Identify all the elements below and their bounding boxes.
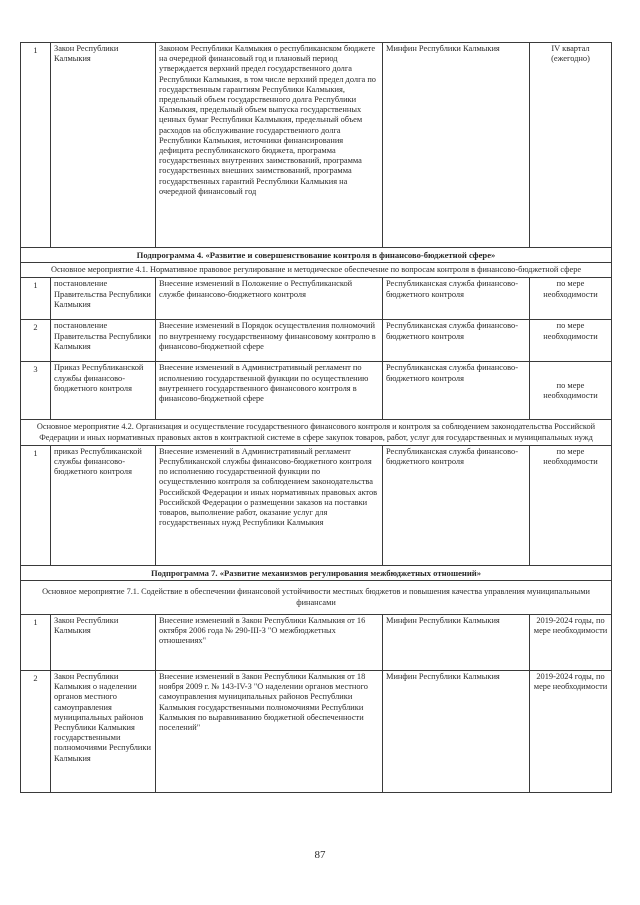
term: 2019-2024 годы, по мере необходимости: [530, 671, 612, 793]
term: по мере необходимости: [530, 320, 612, 362]
executor: Республиканская служба финансово-бюджетного контроля: [383, 320, 530, 362]
table-row: [21, 445, 612, 565]
document-type: постановление Правительства Республики Калмыкия: [51, 278, 156, 320]
term: IV квартал (ежегодно): [530, 43, 612, 248]
row-number: 1: [21, 43, 51, 248]
row-number: 2: [21, 671, 51, 793]
measures-table: [20, 42, 612, 793]
document-type: приказ Республиканской службы финансово-бюджетного контроля: [51, 445, 156, 565]
activity-header: [21, 581, 612, 615]
document-type: Закон Республики Калмыкия: [51, 43, 156, 248]
document-content: Внесение изменений в Порядок осуществления полномочий по внутреннему государственному финансовому контролю в финансово-бюджетной сфере: [156, 320, 383, 362]
row-number: 1: [21, 445, 51, 565]
term: по мере необходимости: [530, 278, 612, 320]
executor: Республиканская служба финансово-бюджетного контроля: [383, 362, 530, 420]
executor: Минфин Республики Калмыкия: [383, 671, 530, 793]
row-number: 1: [21, 615, 51, 671]
activity-4-2-title: Основное мероприятие 4.2. Организация и осуществление государственного финансового контроля и контроля за соблюдением законодательства Российской Федерации и иных нормативных правовых актов в контрактной системе в сфере закупок товаров, работ, услуг для государственных и муниципальных нужд: [21, 420, 612, 445]
term: по мере необходимости: [530, 445, 612, 565]
subprogram-4-title: Подпрограмма 4. «Развитие и совершенствование контроля в финансово-бюджетной сфере»: [21, 248, 612, 263]
table-row: [21, 671, 612, 793]
table-row: [21, 362, 612, 420]
document-content: Внесение изменений в Закон Республики Калмыкия от 16 октября 2006 года № 290-III-З "О межбюджетных отношениях": [156, 615, 383, 671]
activity-4-1-title: Основное мероприятие 4.1. Нормативное правовое регулирование и методическое обеспечение по вопросам контроля в финансово-бюджетной сфере: [21, 263, 612, 278]
subprogram-7-title: Подпрограмма 7. «Развитие механизмов регулирования межбюджетных отношений»: [21, 565, 612, 580]
document-type: Закон Республики Калмыкия: [51, 615, 156, 671]
table-row: [21, 278, 612, 320]
executor: Республиканская служба финансово-бюджетного контроля: [383, 445, 530, 565]
document-content: Внесение изменений в Административный регламент Республиканской службы финансово-бюджетного контроля по исполнению государственной функции по осуществлению контроля за соблюдением законодательства Российской Федерации и иных нормативных правовых актов Российской Федерации о размещении заказов на поставки товаров, выполнение работ, оказание услуг для государственных нужд Республики Калмыкия: [156, 445, 383, 565]
term: по мере необходимости: [530, 362, 612, 420]
executor: Минфин Республики Калмыкия: [383, 43, 530, 248]
document-content: Внесение изменений в Административный регламент по исполнению государственной функции по осуществлению внутреннего государственного финансового контроля в финансово-бюджетной сфере: [156, 362, 383, 420]
document-content: Внесение изменений в Закон Республики Калмыкия от 18 ноября 2009 г. № 143-IV-З "О наделении органов местного самоуправления муниципальных районов Республики Калмыкия государственными полномочиями Республики Калмыкия по выравниванию бюджетной обеспеченности поселений": [156, 671, 383, 793]
document-content: Внесение изменений в Положение о Республиканской службе финансово-бюджетного контроля: [156, 278, 383, 320]
document-type: Приказ Республиканской службы финансово-бюджетного контроля: [51, 362, 156, 420]
term: 2019-2024 годы, по мере необходимости: [530, 615, 612, 671]
executor: Минфин Республики Калмыкия: [383, 615, 530, 671]
row-number: 3: [21, 362, 51, 420]
activity-7-1-title: Основное мероприятие 7.1. Содействие в обеспечении финансовой устойчивости местных бюджетов и повышения качества управления муниципальными финансами: [21, 581, 612, 615]
table-row: [21, 320, 612, 362]
row-number: 1: [21, 278, 51, 320]
document-content: Законом Республики Калмыкия о республиканском бюджете на очередной финансовый год и плановый период утверждается верхний предел государственного долга Республики Калмыкия, в том числе верхний предел долга по государственным гарантиям Республики Калмыкия, предельный объем государственного долга Республики Калмыкия, предельный объем выпуска государственных ценных бумаг Республики Калмыкия, предельный объем расходов на обслуживание государственного долга Республики Калмыкия, источники финансирования дефицита республиканского бюджета, программа государственных внутренних заимствований, программа государственных внешних заимствований, программа государственных гарантий Республики Калмыкия на очередной финансовый год: [156, 43, 383, 248]
subprogram-header: [21, 248, 612, 263]
table-row: [21, 43, 612, 248]
activity-header: [21, 263, 612, 278]
row-number: 2: [21, 320, 51, 362]
document-type: постановление Правительства Республики Калмыкия: [51, 320, 156, 362]
page-number: 87: [314, 849, 326, 861]
document-type: Закон Республики Калмыкия о наделении органов местного самоуправления муниципальных районов Республики Калмыкия государственными полномочиями Республики Калмыкия: [51, 671, 156, 793]
table-row: [21, 615, 612, 671]
activity-header: [21, 420, 612, 445]
subprogram-header: [21, 565, 612, 580]
executor: Республиканская служба финансово-бюджетного контроля: [383, 278, 530, 320]
